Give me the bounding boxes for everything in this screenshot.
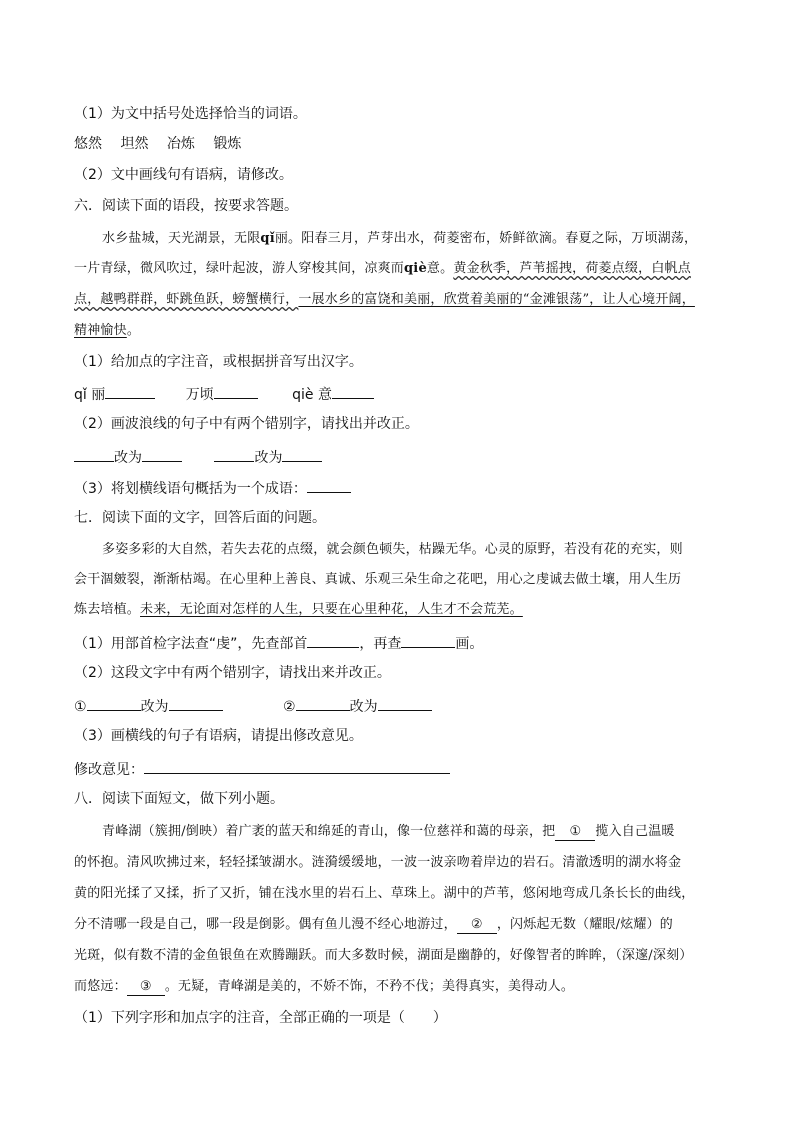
section-6-heading: 六．阅读下面的语段，按要求答题。 — [74, 198, 298, 214]
s8-text: ，闪烁起无数（耀眼/炫耀）的 — [496, 917, 673, 932]
circle-number: ① — [74, 699, 87, 715]
pinyin-qi: qǐ — [260, 231, 275, 246]
s6-text: 水乡盐城，天光湖景，无限 — [102, 231, 261, 246]
option-2: 坦然 — [120, 136, 149, 152]
s7-passage-line-1: 多姿多彩的大自然，若失去花的点缀，就会颜色顿失，枯躁无华。心灵的原野，若没有花的充实，则 — [102, 542, 683, 557]
wavy-underlined-text: 黄金秋季，芦苇摇拽，荷菱点缀，白帆点 — [453, 261, 691, 276]
numbered-blank[interactable]: ① — [555, 824, 595, 841]
s8-passage-line-2: 的怀抱。清风吹拂过来，轻轻揉皱湖水。涟漪缓缓地，一波一波亲吻着岸边的岩石。清澈透明的湖水将金 — [74, 855, 682, 870]
s8-text: 而悠远： — [74, 979, 127, 994]
s7-passage-line-2: 会干涸皴裂，渐渐枯竭。在心里种上善良、真诚、乐观三朵生命之花吧，用心之虔诚去做土壤，用人生历 — [74, 572, 682, 587]
s8-passage-line-3: 黄的阳光揉了又揉，折了又折，铺在浅水里的岩石上、草珠上。湖中的芦苇，悠闲地弯成几条长长的曲线， — [74, 886, 695, 901]
s6-text: 一片青绿，微风吹过，绿叶起波，游人穿梭其间，凉爽而 — [74, 261, 405, 276]
pinyin-answers — [74, 383, 374, 405]
s6-text: 意。 — [426, 261, 454, 276]
s8-text: 青峰湖（簇拥/倒映）着广袤的蓝天和绵延的青山，像一位慈祥和蔼的母亲，把 — [102, 824, 556, 839]
pinyin-item-1: qǐ 丽 — [74, 387, 106, 403]
s8-text: 揽入自己温暖 — [595, 824, 675, 839]
circle-number: ② — [283, 699, 296, 715]
question-s5-1: （1）为文中括号处选择恰当的词语。 — [74, 106, 307, 122]
question-s5-2: （2）文中画线句有语病，请修改。 — [74, 167, 293, 183]
question-text: 画。 — [455, 636, 484, 652]
answer-blank[interactable] — [169, 695, 223, 711]
answer-blank[interactable] — [307, 477, 351, 493]
option-3: 冶炼 — [166, 136, 195, 152]
answer-blank[interactable] — [282, 446, 322, 462]
underlined-text: 一展水乡的富饶和美丽，欣赏着美丽的“金滩银荡”，让人心境开阔， — [298, 292, 695, 307]
word-options — [74, 134, 241, 154]
numbered-blank[interactable]: ③ — [127, 979, 165, 996]
correction-row — [74, 446, 322, 468]
s8-passage-line-4 — [74, 915, 726, 935]
s7-text: 炼去培植。 — [74, 602, 141, 617]
answer-blank[interactable] — [105, 383, 155, 399]
question-s6-3 — [74, 477, 351, 499]
answer-blank[interactable] — [307, 632, 359, 648]
s6-text: 丽。阳春三月，芦芽出水，荷菱密布，娇鲜欲滴。春夏之际，万顷湖荡， — [274, 231, 698, 246]
s6-passage-line-4 — [74, 321, 726, 341]
s6-passage-line-3 — [74, 290, 726, 310]
s8-text: 分不清哪一段是自己，哪一段是倒影。偶有鱼儿漫不经心地游过， — [74, 917, 457, 932]
question-s7-2: （2）这段文字中有两个错别字，请找出来并改正。 — [74, 665, 391, 681]
correction-row — [74, 695, 432, 717]
s7-passage-line-3 — [74, 600, 726, 620]
underlined-text: 未来，无论面对怎样的人生，只要在心里种花，人生才不会荒芜。 — [140, 602, 523, 617]
answer-blank[interactable] — [142, 446, 182, 462]
section-7-heading: 七．阅读下面的文字，回答后面的问题。 — [74, 510, 326, 526]
pinyin-item-3: qiè 意 — [292, 387, 332, 403]
numbered-blank[interactable]: ② — [457, 917, 497, 934]
s8-passage-line-5: 光斑，似有数不清的金鱼银鱼在欢腾蹦跃。而大多数时候，湖面是幽静的，好像智者的眸眸，（深邃/深刻） — [74, 948, 693, 963]
question-s6-1: （1）给加点的字注音，或根据拼音写出汉字。 — [74, 354, 363, 370]
pinyin-qie: qiè — [404, 261, 427, 276]
question-s6-2: （2）画波浪线的句子中有两个错别字，请找出并改正。 — [74, 416, 419, 432]
section-8-heading: 八．阅读下面短文，做下列小题。 — [74, 791, 284, 807]
advice-label: 修改意见： — [74, 762, 144, 778]
s6-passage-line-1 — [74, 229, 754, 249]
answer-blank[interactable] — [87, 695, 141, 711]
change-label: 改为 — [140, 699, 169, 715]
answer-blank[interactable] — [214, 383, 258, 399]
s8-passage-line-1 — [74, 822, 754, 842]
answer-blank[interactable] — [332, 383, 374, 399]
answer-blank[interactable] — [214, 446, 254, 462]
question-s7-3: （3）画横线的句子有语病，请提出修改意见。 — [74, 728, 363, 744]
question-s8-1: （1）下列字形和加点字的注音，全部正确的一项是（ ） — [74, 1010, 447, 1026]
pinyin-item-2: 万顷 — [185, 387, 214, 403]
s6-passage-line-2 — [74, 259, 726, 279]
answer-blank[interactable] — [401, 632, 455, 648]
answer-blank[interactable] — [296, 695, 350, 711]
option-4: 锻炼 — [213, 136, 242, 152]
answer-blank[interactable] — [74, 446, 114, 462]
answer-blank[interactable] — [378, 695, 432, 711]
change-label: 改为 — [254, 450, 283, 466]
question-text: （3）将划横线语句概括为一个成语： — [74, 481, 307, 497]
question-s7-1 — [74, 632, 483, 654]
s8-text: 。无疑，青峰湖是美的，不娇不饰，不矜不伐；美得真实，美得动人。 — [164, 979, 575, 994]
underlined-text: 精神愉快 — [74, 323, 127, 338]
s8-passage-line-6 — [74, 977, 726, 997]
wavy-underlined-text: 点，越鸭群群，虾跳鱼跃，螃蟹横行， — [74, 292, 299, 307]
advice-blank[interactable] — [144, 758, 450, 774]
question-text: ，再查 — [359, 636, 402, 652]
s6-text: 。 — [126, 323, 141, 338]
option-1: 悠然 — [74, 136, 102, 152]
change-label: 改为 — [349, 699, 378, 715]
advice-row — [74, 758, 450, 780]
question-text: （1）用部首检字法查“虔”，先查部首 — [74, 636, 308, 652]
change-label: 改为 — [114, 450, 142, 466]
